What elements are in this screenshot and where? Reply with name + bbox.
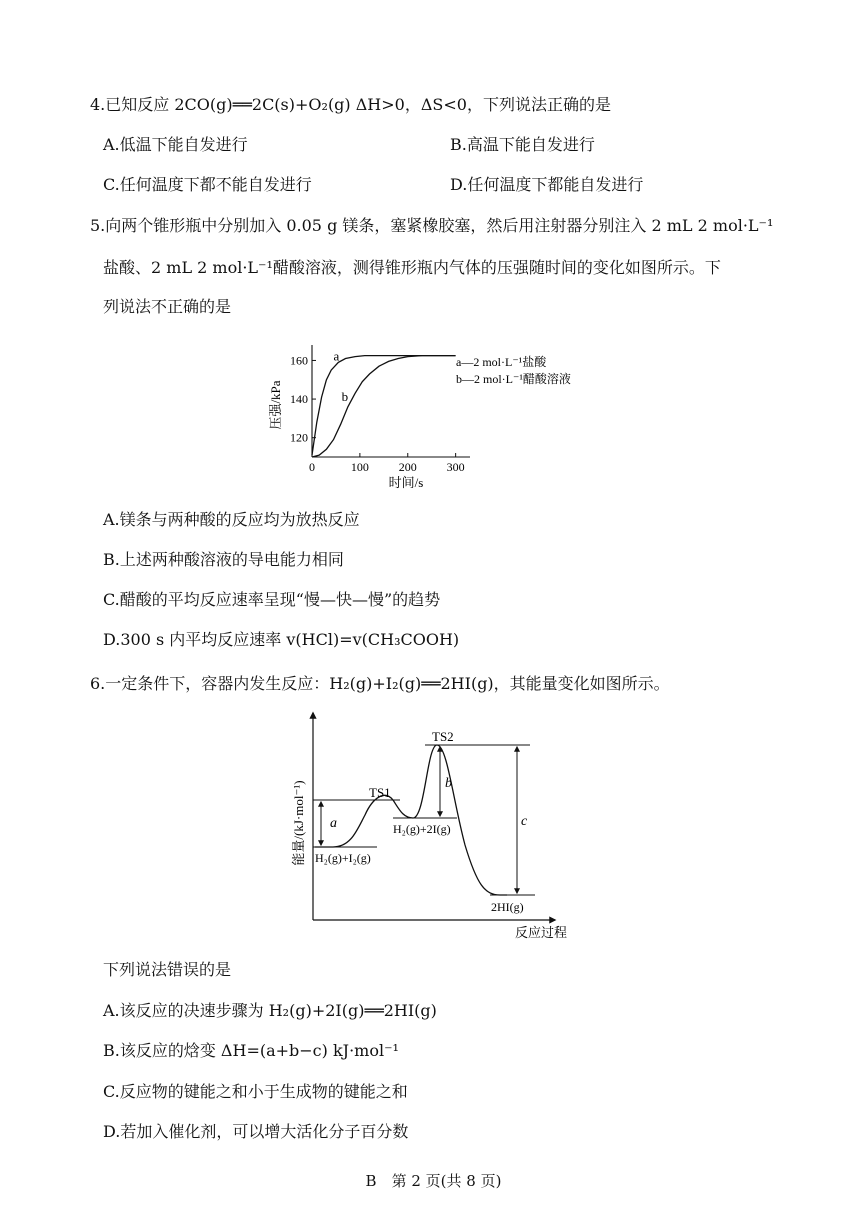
label-intermediate: H₂(g)+2I(g) — [393, 822, 451, 836]
q4-option-c: C.任何温度下都不能自发进行 — [103, 175, 312, 194]
q5-option-a: A.镁条与两种酸的反应均为放热反应 — [103, 510, 360, 529]
chart-legend-a: a—2 mol·L⁻¹盐酸 — [456, 355, 547, 369]
label-c: c — [521, 814, 528, 829]
label-product: 2HI(g) — [491, 900, 524, 914]
q6-option-a: A.该反应的决速步骤为 H₂(g)+2I(g)══2HI(g) — [103, 1001, 437, 1020]
q4-option-a: A.低温下能自发进行 — [103, 135, 248, 154]
q5-option-c: C.醋酸的平均反应速率呈现“慢—快—慢”的趋势 — [103, 590, 441, 609]
q6-stem: 6.一定条件下，容器内发生反应：H₂(g)+I₂(g)══2HI(g)，其能量变化如图所示。 — [90, 674, 670, 693]
chart-x-tick-label: 200 — [398, 460, 417, 474]
label-reactant: H₂(g)+I₂(g) — [315, 851, 371, 865]
chart-series-b-line — [312, 356, 456, 457]
chart-y-axis-label: 压强/kPa — [268, 380, 283, 430]
q5-stem-line2: 盐酸、2 mL 2 mol·L⁻¹醋酸溶液，测得锥形瓶内气体的压强随时间的变化如图所示。下 — [103, 258, 721, 277]
label-ts1: TS1 — [369, 785, 391, 800]
energy-x-axis-label: 反应过程 — [514, 925, 568, 940]
chart-x-tick-label: 0 — [309, 460, 315, 474]
pressure-time-chart — [260, 335, 600, 495]
energy-y-axis-label: 能量/(kJ·mol⁻¹) — [291, 780, 306, 866]
chart-y-tick-label: 160 — [290, 353, 308, 368]
energy-curve — [315, 745, 507, 895]
q6-prompt: 下列说法错误的是 — [103, 960, 232, 979]
q4-stem: 4.已知反应 2CO(g)══2C(s)+O₂(g) ΔH>0，ΔS<0，下列说法正确的是 — [90, 95, 611, 114]
chart-y-tick-label: 120 — [290, 430, 308, 445]
chart-legend-b: b—2 mol·L⁻¹醋酸溶液 — [456, 372, 571, 386]
q4-option-b: B.高温下能自发进行 — [450, 135, 595, 154]
q6-option-b: B.该反应的焓变 ΔH=(a+b−c) kJ·mol⁻¹ — [103, 1041, 399, 1060]
q5-option-d: D.300 s 内平均反应速率 v(HCl)=v(CH₃COOH) — [103, 630, 460, 649]
label-b: b — [445, 776, 452, 791]
chart-x-axis-label: 时间/s — [388, 475, 424, 490]
q6-option-c: C.反应物的键能之和小于生成物的键能之和 — [103, 1082, 408, 1101]
q5-option-b: B.上述两种酸溶液的导电能力相同 — [103, 550, 344, 569]
label-ts2: TS2 — [432, 729, 454, 744]
chart-series-label-b: b — [341, 389, 349, 404]
q4-option-d: D.任何温度下都能自发进行 — [450, 175, 644, 194]
q5-stem-line1: 5.向两个锥形瓶中分别加入 0.05 g 镁条，塞紧橡胶塞，然后用注射器分别注入 2 mL 2 mol·L⁻¹ — [90, 216, 774, 235]
page-footer: B 第 2 页(共 8 页) — [365, 1172, 502, 1190]
q5-stem-line3: 列说法不正确的是 — [103, 297, 232, 316]
energy-diagram — [285, 705, 585, 945]
label-a: a — [330, 816, 337, 831]
chart-y-tick-label: 140 — [290, 392, 308, 407]
chart-x-tick-label: 300 — [446, 460, 465, 474]
chart-series-label-a: a — [333, 348, 340, 364]
q6-option-d: D.若加入催化剂，可以增大活化分子百分数 — [103, 1122, 409, 1141]
chart-x-tick-label: 100 — [350, 460, 369, 474]
